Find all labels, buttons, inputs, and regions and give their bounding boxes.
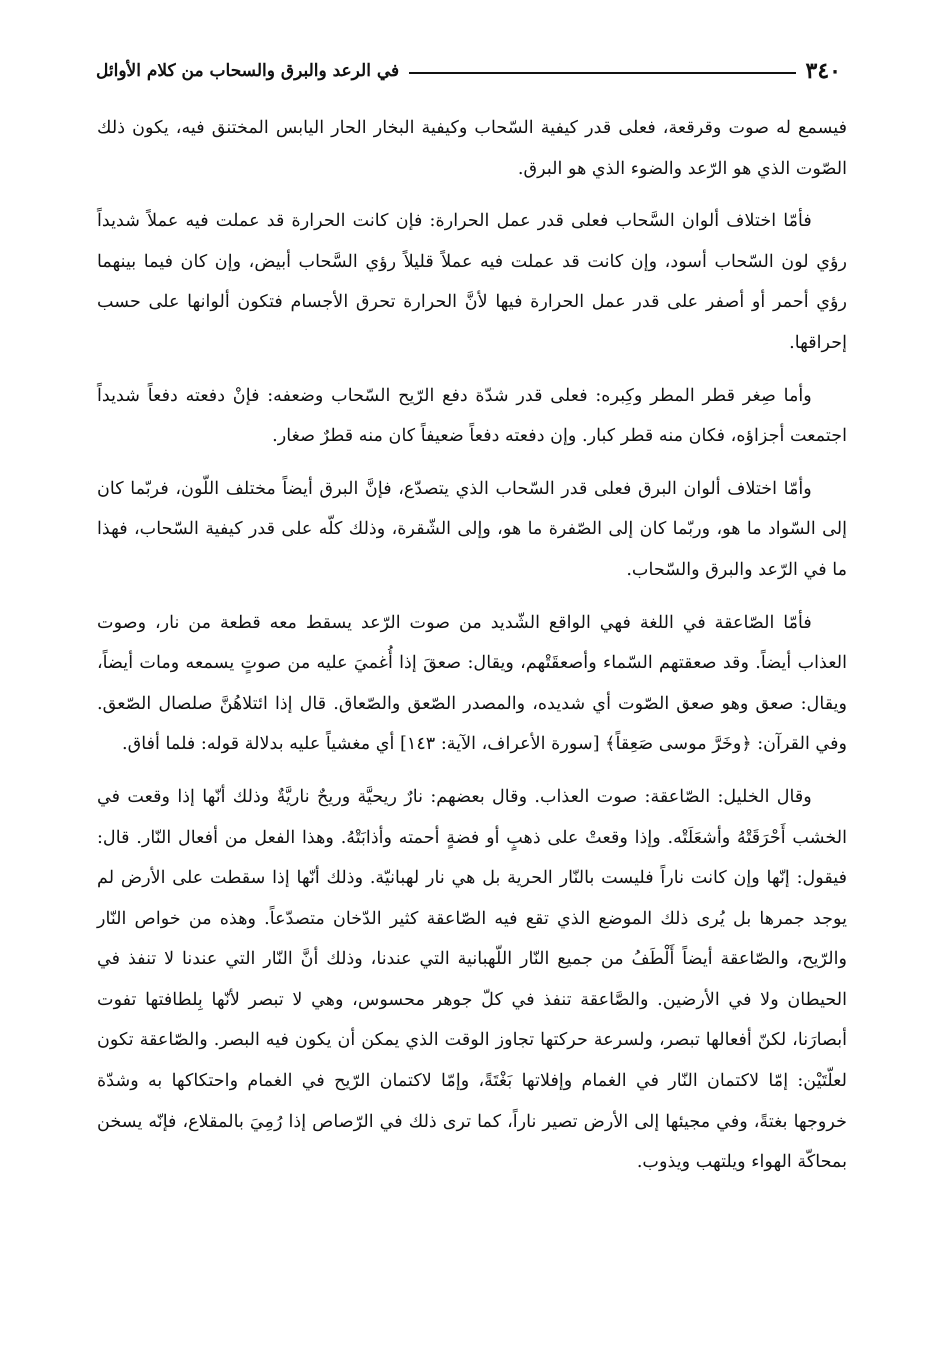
paragraph-cloud-colors: فأمّا اختلاف ألوان السَّحاب فعلى قدر عمل الحرارة: فإن كانت الحرارة قد عملت فيه عملاً شديداً رؤي لون السّحاب أسود، وإن كانت قد عملت فيه عملاً قليلاً رؤي السَّحاب أبيض، وإن كان فيما بينهما رؤي أحمر أو أصفر على قدر عمل الحرارة فيها لأنَّ الحرارة تحرق الأجسام فتكون ألوانها على حسب إحراقها. (97, 211, 847, 353)
paragraph-continuation: فيسمع له صوت وقرقعة، فعلى قدر كيفية السّحاب وكيفية البخار الحار اليابس المختنق فيه، يكون ذلك الصّوت الذي هو الرّعد والضوء الذي هو البرق. (97, 118, 847, 179)
paragraph-khalil-thunderbolt: وقال الخليل: الصّاعقة: صوت العذاب. وقال بعضهم: نارٌ ريحيَّة وريحٌ ناريَّةٌ وذلك أنّها إذا وقعت في الخشب أَحْرَقَتْهُ وأشعَلَتْه. وإذا وقعتْ على ذهبٍ أو فضةٍ أحمته وأذابَتْهُ. وهذا الفعل من أفعال النّار. قال: فيقول: إنّها وإن كانت ناراً فليست بالنّار الحرية بل هي نار لهبانيّة. وذلك أنّها إذا سقطت على الأرض لم يوجد جمرها بل يُرى ذلك الموضع الذي تقع فيه الصّاعقة كثير الدّخان متصدّعاً. وهذه من خواص النّار والرّيح، والصّاعقة أيضاً أَلْطَفُ من جميع النّار اللّهبانية التي عندنا، وذلك أنَّ النّار التي عندنا لا تنفذ في الحيطان ولا في الأرضين. والصَّاعقة تنفذ في كلّ جوهر محسوس، وهي لا تبصر لأنّها بِلطافتها تفوت أبصارَنا، لكنّ أفعالها تبصر، ولسرعة حركتها تجاوز الوقت الذي يمكن أن يكون فيه البصر. والصّاعقة تكون لعلّتَيْن: إمّا لاكتمان النّار في الغمام وإفلاتها بَغْتَةً، وإمّا لاكتمان الرّيح في الغمام واحتكاكها به وشدّة خروجها بغتةً، وفي مجيئها إلى الأرض تصير ناراً، كما ترى ذلك في الرّصاص إذا رُمِيَ بالمقلاع، فإنّه يسخن بمحاكّة الهواء ويلتهب ويذوب. (97, 786, 847, 1173)
body-text (97, 108, 847, 1183)
running-header (96, 52, 841, 88)
running-title: في الرعد والبرق والسحاب من كلام الأوائل (96, 61, 400, 81)
header-rule (409, 72, 795, 74)
paragraph-thunderbolt-language: فأمّا الصّاعقة في اللغة فهي الواقع الشّديد من صوت الرّعد يسقط معه قطعة من نار، وصوت العذاب أيضاً. وقد صعقتهم السّماء وأصعقَتْهم، ويقال: صعقَ إذا أُغميَ عليه من صوتٍ يسمعه ومات أيضاً، ويقال: صعق وهو صعق الصّوت أي شديده، والمصدر الصّعق والصّعاق. قال إذا ائتلاهُنَّ صلصال الصّعق. وفي القرآن: ﴿وخَرَّ موسى صَعِقاً﴾ [سورة الأعراف، الآية: ١٤٣] أي مغشياً عليه بدلالة قوله: فلما أفاق. (97, 612, 847, 755)
paragraph-raindrop-size: وأما صِغر قطر المطر وكِبره: فعلى قدر شدّة دفع الرّيح السّحاب وضعفه: فإنْ دفعته دفعاً شديداً اجتمعت أجزاؤه، فكان منه قطر كبار. وإن دفعته دفعاً ضعيفاً كان منه قطرٌ صغار. (97, 385, 847, 447)
page-number: ٣٤٠ (805, 58, 841, 84)
paragraph-lightning-colors: وأمّا اختلاف ألوان البرق فعلى قدر السّحاب الذي يتصدّع، فإنَّ البرق أيضاً مختلف اللّون، فربّما كان إلى السّواد ما هو، وربّما كان إلى الصّفرة ما هو، وإلى الشّقرة، وذلك كلّه على قدر كيفية السّحاب، فهذا ما في الرّعد والبرق والسّحاب. (97, 478, 847, 580)
